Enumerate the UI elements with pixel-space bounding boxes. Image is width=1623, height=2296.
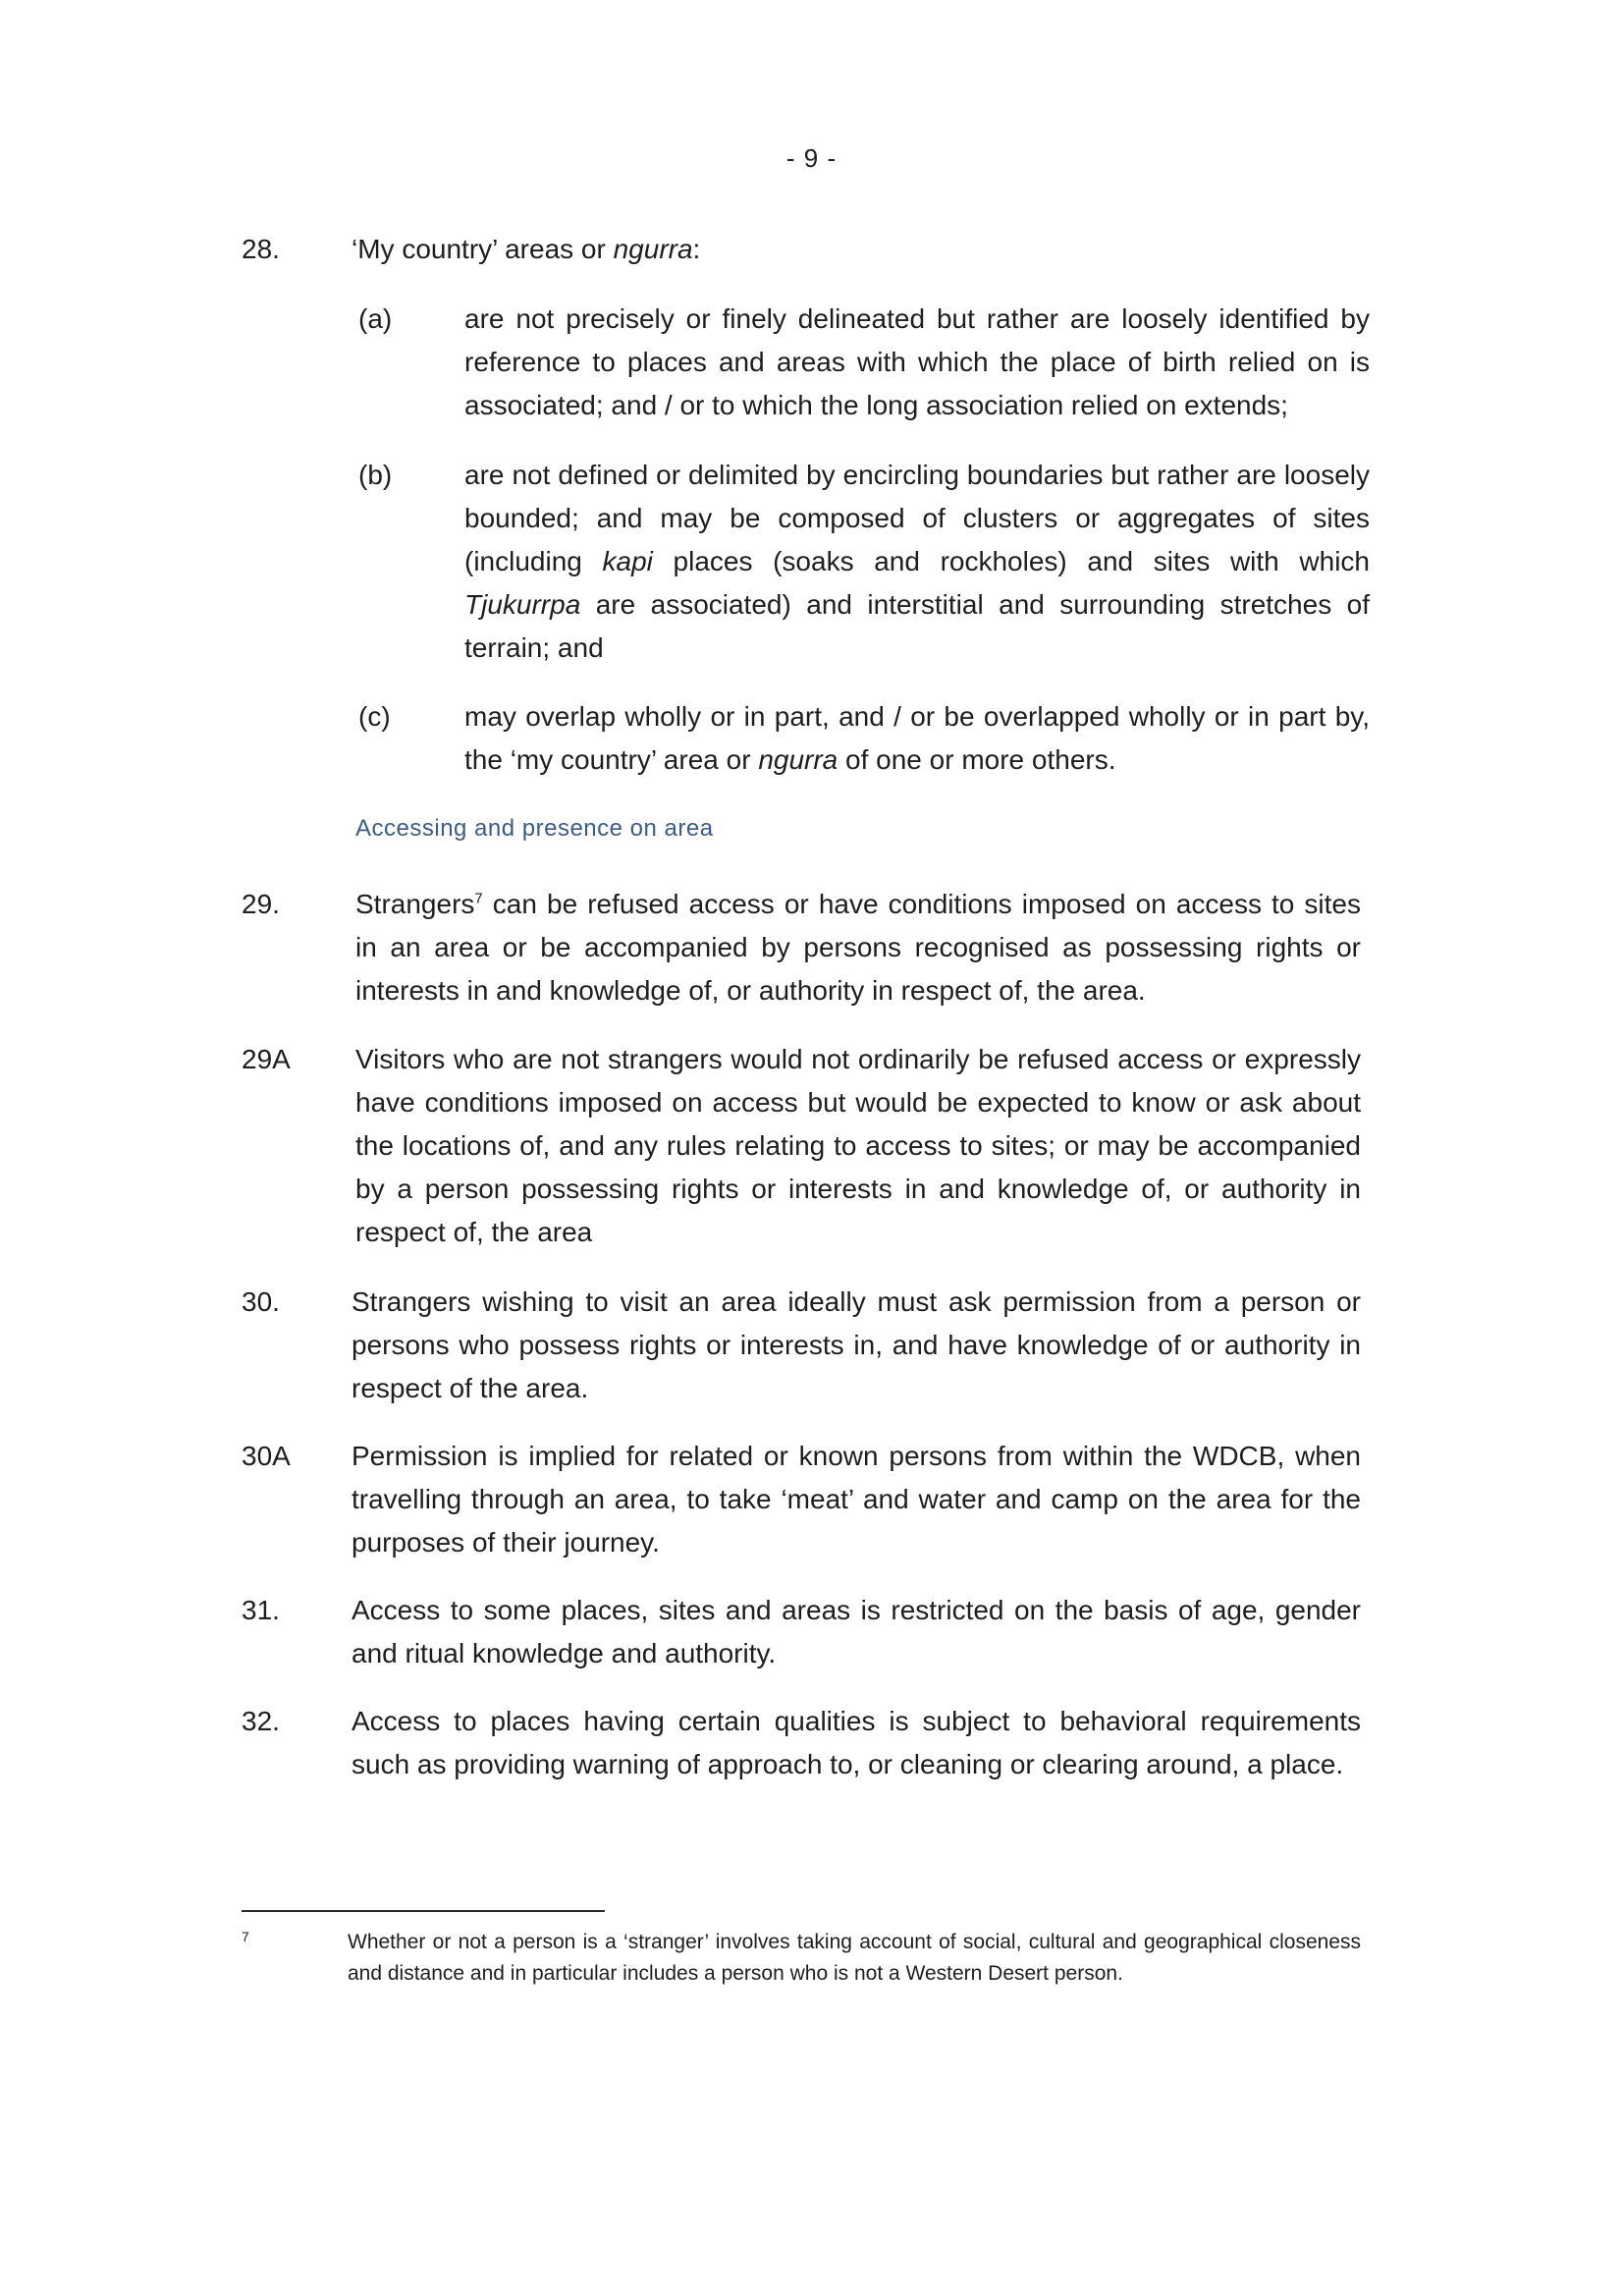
paragraph-number: 30A [242,1441,291,1471]
paragraph-intro: ‘My country’ areas or ngurra: [352,234,701,264]
paragraph-text: Visitors who are not strangers would not ordinarily be refused access or expressly have conditions imposed on access but would be expected to know or ask about the locations of, and any rules relating to access to sites; or may be accompanied by a person possessing rights or interests in and knowledge of, or authority in respect of, the area [355,1044,1361,1247]
footnote-separator [242,1910,605,1912]
paragraph-text: Access to places having certain qualities is subject to behavioral requirements such as providing warning of approach to, or cleaning or clearing around, a place. [352,1706,1361,1779]
subparagraph-label: (b) [358,460,393,490]
footnote-text: Whether or not a person is a ‘stranger’ involves taking account of social, cultural and geographical closeness and distance and in particular includes a person who is not a Western Desert person. [348,1931,1361,1985]
subparagraph-label: (c) [358,701,391,732]
subparagraph-text: are not precisely or finely delineated but rather are loosely identified by reference to places and areas with which the place of birth relied on is associated; and / or to which the long association relied on extends; [464,303,1370,420]
paragraph-number: 29A [242,1044,291,1074]
paragraph-number: 30. [242,1286,280,1317]
section-heading: Accessing and presence on area [355,815,714,842]
subparagraph-label: (a) [358,303,393,334]
paragraph-text: Strangers wishing to visit an area ideally must ask permission from a person or persons who possess rights or interests in, and have knowledge of or authority in respect of the area. [352,1286,1361,1403]
paragraph-text: Access to some places, sites and areas is restricted on the basis of age, gender and ritual knowledge and authority. [352,1595,1361,1668]
subparagraph-text: are not defined or delimited by encircling boundaries but rather are loosely bounded; and may be composed of clusters or aggregates of sites (including kapi places (soaks and rockholes) and sites with which Tjukurrpa are associated) and interstitial and surrounding stretches of terrain; and [464,460,1370,663]
term-ngurra: ngurra [613,234,693,264]
term-tjukurrpa: Tjukurrpa [464,589,581,620]
paragraph-text: Permission is implied for related or known persons from within the WDCB, when travelling through an area, to take ‘meat’ and water and camp on the area for the purposes of their journey. [352,1441,1361,1558]
term-kapi: kapi [602,546,653,576]
term-ngurra: ngurra [758,744,839,775]
subparagraph-text: may overlap wholly or in part, and / or be overlapped wholly or in part by, the ‘my country’ area or ngurra of one or more others. [464,701,1370,775]
paragraph-number: 29. [242,889,280,919]
footnote-number: 7 [242,1929,249,1944]
paragraph-number: 31. [242,1595,280,1625]
paragraph-text: Strangers$^7$ can be refused access or have conditions imposed on access to sites in an area or be accompanied by persons recognised as possessing rights or interests in and knowledge of, or authority in respect of, the area. [355,889,1361,1006]
footnote-reference[interactable]: 7 [474,890,483,907]
paragraph-number: 28. [242,234,280,264]
page-number: - 9 - [785,143,838,173]
paragraph-number: 32. [242,1706,280,1736]
